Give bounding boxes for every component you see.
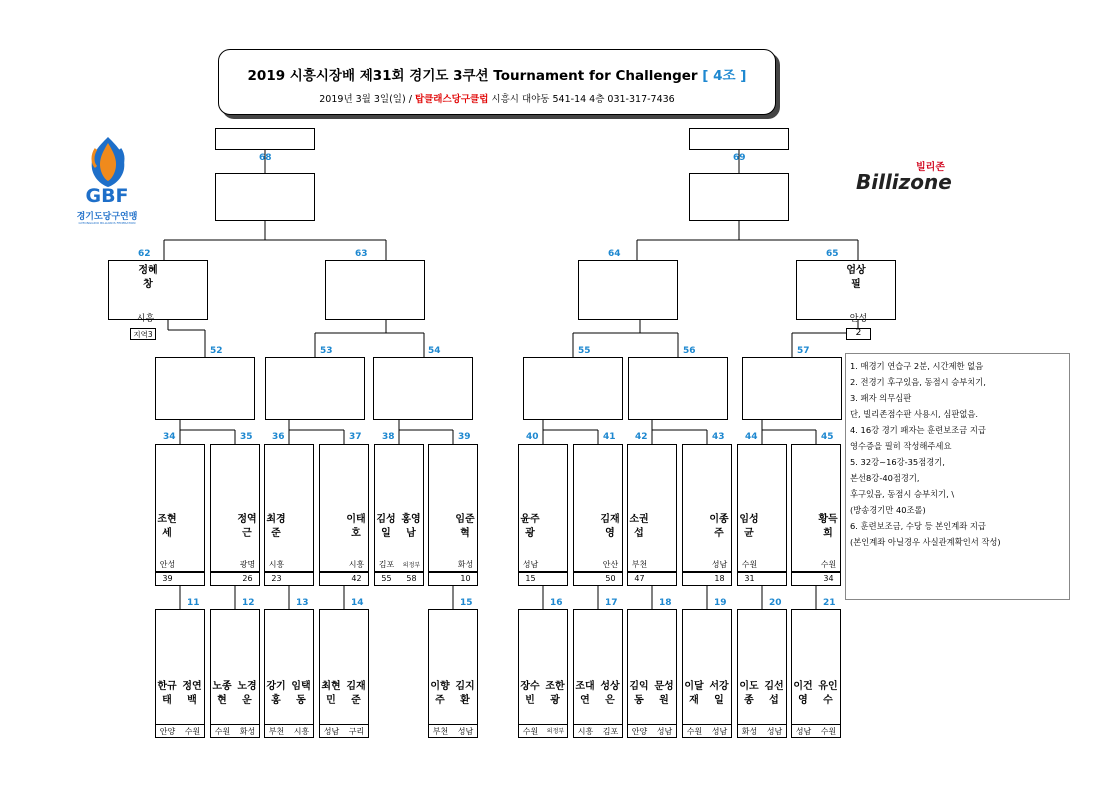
match-number: 44 bbox=[745, 432, 758, 442]
seed-number: 47 bbox=[634, 574, 645, 583]
player-region: 안성 bbox=[849, 314, 868, 324]
player-region: 화성 bbox=[741, 727, 758, 736]
rules-box bbox=[845, 353, 1070, 600]
match-box-53 bbox=[265, 357, 365, 420]
match-number: 14 bbox=[351, 598, 364, 608]
player-region: 성남 bbox=[711, 727, 728, 736]
player-name: 임택동 bbox=[291, 681, 311, 706]
player-region: 성남 bbox=[457, 727, 474, 736]
player-name: 최경준 bbox=[266, 514, 286, 539]
player-region: 시흥 bbox=[268, 560, 285, 569]
match-box-69 bbox=[689, 173, 789, 221]
match-box-41 bbox=[573, 444, 623, 572]
match-box-62 bbox=[108, 260, 208, 320]
player-name: 정혜창 bbox=[138, 265, 158, 290]
match-number: 56 bbox=[683, 346, 696, 356]
match-number: 41 bbox=[603, 432, 616, 442]
player-name: 정연백 bbox=[182, 681, 202, 706]
rule-line: 6. 훈련보조금, 수당 등 본인계좌 지급 bbox=[850, 521, 986, 531]
seed-number: 10 bbox=[460, 574, 471, 583]
rule-line: 후구있음, 동점시 승부치기, \ bbox=[850, 489, 955, 499]
match-number: 11 bbox=[187, 598, 200, 608]
match-number: 42 bbox=[635, 432, 648, 442]
rule-line: (본인계좌 아닐경우 사실관계확인서 작성) bbox=[850, 537, 1001, 547]
group-label: [ 4조 ] bbox=[702, 68, 747, 84]
player-name: 임준혁 bbox=[455, 514, 475, 539]
player-region: 의정부 bbox=[546, 728, 565, 735]
match-box-44 bbox=[737, 444, 787, 572]
match-box-45 bbox=[791, 444, 841, 572]
player-region: 의정부 bbox=[402, 562, 421, 569]
player-region: 화성 bbox=[239, 727, 256, 736]
player-region: 수원 bbox=[184, 727, 201, 736]
match-number: 68 bbox=[259, 153, 272, 163]
player-name: 김지환 bbox=[455, 681, 475, 706]
player-name: 문성원 bbox=[654, 681, 674, 706]
match-number: 39 bbox=[458, 432, 471, 442]
player-name: 조대연 bbox=[575, 681, 595, 706]
player-region: 김포 bbox=[602, 727, 619, 736]
player-region: 성남 bbox=[795, 727, 812, 736]
player-region: 김포 bbox=[378, 560, 395, 569]
match-number: 19 bbox=[714, 598, 727, 608]
venue-text: 탑클래스당구클럽 bbox=[414, 94, 489, 105]
seed-number: 39 bbox=[162, 574, 173, 583]
player-name: 서강일 bbox=[709, 681, 729, 706]
rule-line: 4. 16강 경기 패자는 훈련보조금 지급 bbox=[850, 425, 986, 435]
match-number: 37 bbox=[349, 432, 362, 442]
player-region: 수원 bbox=[820, 560, 837, 569]
match-number: 43 bbox=[712, 432, 725, 442]
player-region: 시흥 bbox=[136, 314, 155, 324]
player-region: 광명 bbox=[239, 560, 256, 569]
player-name: 김성일 bbox=[376, 514, 396, 539]
player-name: 장수빈 bbox=[520, 681, 540, 706]
match-number: 18 bbox=[659, 598, 672, 608]
match-number: 62 bbox=[138, 249, 151, 259]
player-name: 이종주 bbox=[709, 514, 729, 539]
match-number: 63 bbox=[355, 249, 368, 259]
match-box-38 bbox=[374, 444, 424, 572]
seed-number: 18 bbox=[714, 574, 725, 583]
match-box-36 bbox=[264, 444, 314, 572]
match-box-63 bbox=[325, 260, 425, 320]
match-number: 34 bbox=[163, 432, 176, 442]
seed-number: 31 bbox=[744, 574, 755, 583]
player-region: 부천 bbox=[268, 727, 285, 736]
player-name: 임성균 bbox=[739, 514, 759, 539]
match-number: 54 bbox=[428, 346, 441, 356]
date-text: 2019년 3월 3일(일) / bbox=[319, 94, 412, 105]
seed-number: 55 bbox=[381, 574, 392, 583]
match-number: 15 bbox=[460, 598, 473, 608]
rule-line: 단, 빌리존점수판 사용시, 심판없음. bbox=[850, 409, 979, 419]
match-box-40 bbox=[518, 444, 568, 572]
player-region: 성남 bbox=[766, 727, 783, 736]
match-number: 57 bbox=[797, 346, 810, 356]
player-name: 유인수 bbox=[818, 681, 838, 706]
match-box-34 bbox=[155, 444, 205, 572]
match-number: 53 bbox=[320, 346, 333, 356]
player-region: 구리 bbox=[348, 727, 365, 736]
match-number: 45 bbox=[821, 432, 834, 442]
match-number: 38 bbox=[382, 432, 395, 442]
player-region: 시흥 bbox=[348, 560, 365, 569]
rule-line: 2. 전경기 후구있음, 동점시 승부치기, bbox=[850, 377, 986, 387]
seed-number: 15 bbox=[525, 574, 536, 583]
player-name: 노경운 bbox=[237, 681, 257, 706]
player-name: 이도종 bbox=[739, 681, 759, 706]
match-number: 36 bbox=[272, 432, 285, 442]
player-region: 성남 bbox=[656, 727, 673, 736]
player-name: 노종현 bbox=[212, 681, 232, 706]
player-region: 성남 bbox=[711, 560, 728, 569]
gbf-name: 경기도당구연맹 bbox=[76, 212, 138, 222]
player-name: 이달재 bbox=[684, 681, 704, 706]
seed-number: 2 bbox=[855, 328, 862, 338]
final-box bbox=[215, 128, 315, 150]
match-box-35 bbox=[210, 444, 260, 572]
player-name: 정역근 bbox=[237, 514, 257, 539]
player-name: 김익동 bbox=[629, 681, 649, 706]
match-box-37 bbox=[319, 444, 369, 572]
player-region: 수원 bbox=[820, 727, 837, 736]
gbf-text: GBF bbox=[85, 185, 129, 207]
player-name: 윤주광 bbox=[520, 514, 540, 539]
player-region: 화성 bbox=[457, 560, 474, 569]
player-name: 강기홍 bbox=[266, 681, 286, 706]
rule-line: 3. 패자 의무심판 bbox=[850, 393, 912, 403]
match-number: 13 bbox=[296, 598, 309, 608]
player-name: 김재영 bbox=[600, 514, 620, 539]
rule-line: 본선8강-40점경기, bbox=[850, 473, 920, 483]
seed-number: 58 bbox=[406, 574, 417, 583]
match-box-42 bbox=[627, 444, 677, 572]
match-number: 21 bbox=[823, 598, 836, 608]
billizone-kr: 빌리존 bbox=[916, 162, 945, 173]
match-number: 35 bbox=[240, 432, 253, 442]
player-name: 엄상필 bbox=[846, 265, 866, 290]
player-name: 김선섭 bbox=[764, 681, 784, 706]
rule-line: 1. 매경기 연습구 2분, 시간제한 없음 bbox=[850, 361, 984, 371]
match-box-68 bbox=[215, 173, 315, 221]
player-name: 이건영 bbox=[793, 681, 813, 706]
player-name: 황득희 bbox=[818, 514, 838, 539]
match-number: 52 bbox=[210, 346, 223, 356]
seed-number: 23 bbox=[271, 574, 282, 583]
match-box-57 bbox=[742, 357, 842, 420]
player-name: 소권섭 bbox=[629, 514, 649, 539]
match-number: 69 bbox=[733, 153, 746, 163]
billizone-text: Billizone bbox=[856, 170, 952, 194]
rule-line: (방송경기만 40조롤) bbox=[850, 505, 926, 515]
match-box-52 bbox=[155, 357, 255, 420]
player-name: 홍영남 bbox=[401, 514, 421, 539]
match-number: 12 bbox=[242, 598, 255, 608]
player-name: 이태호 bbox=[346, 514, 366, 539]
player-region: 성남 bbox=[522, 560, 539, 569]
region-note: 지역3 bbox=[133, 330, 153, 339]
match-number: 40 bbox=[526, 432, 539, 442]
player-region: 수원 bbox=[214, 727, 231, 736]
title-text: 2019 시흥시장배 제31회 경기도 3쿠션 Tournament for Challenger bbox=[247, 68, 698, 84]
seed-number: 50 bbox=[605, 574, 616, 583]
rule-line: 영수증을 필히 작성해주세요 bbox=[850, 441, 952, 451]
gbf-subtext: GYEONGGIDO BILLIARDS FEDERATION bbox=[78, 221, 136, 225]
player-region: 안양 bbox=[159, 727, 176, 736]
match-box-54 bbox=[373, 357, 473, 420]
player-name: 조한광 bbox=[545, 681, 565, 706]
player-region: 성남 bbox=[323, 727, 340, 736]
player-region: 시흥 bbox=[293, 727, 310, 736]
address-text: 시흥시 대야동 541-14 4층 031-317-7436 bbox=[491, 94, 675, 105]
match-number: 20 bbox=[769, 598, 782, 608]
player-name: 이향주 bbox=[430, 681, 450, 706]
seed-number: 34 bbox=[823, 574, 834, 583]
player-name: 김재준 bbox=[346, 681, 366, 706]
player-region: 수원 bbox=[522, 727, 539, 736]
match-number: 55 bbox=[578, 346, 591, 356]
seed-number: 42 bbox=[351, 574, 362, 583]
match-box-39 bbox=[428, 444, 478, 572]
match-number: 16 bbox=[550, 598, 563, 608]
match-box-64 bbox=[578, 260, 678, 320]
player-region: 시흥 bbox=[577, 727, 594, 736]
player-region: 수원 bbox=[686, 727, 703, 736]
player-region: 안성 bbox=[159, 560, 176, 569]
match-box-56 bbox=[628, 357, 728, 420]
match-number: 65 bbox=[826, 249, 839, 259]
player-name: 조현세 bbox=[157, 514, 177, 539]
player-name: 최현민 bbox=[321, 681, 341, 706]
match-number: 64 bbox=[608, 249, 621, 259]
player-region: 부천 bbox=[631, 560, 648, 569]
player-name: 한규태 bbox=[157, 681, 177, 706]
match-number: 17 bbox=[605, 598, 618, 608]
player-region: 부천 bbox=[432, 727, 449, 736]
rule-line: 5. 32강~16강-35점경기, bbox=[850, 457, 945, 467]
seed-number: 26 bbox=[242, 574, 253, 583]
match-box-43 bbox=[682, 444, 732, 572]
player-region: 수원 bbox=[741, 560, 758, 569]
match-box-55 bbox=[523, 357, 623, 420]
final-box bbox=[689, 128, 789, 150]
player-name: 성상은 bbox=[600, 681, 620, 706]
player-region: 안양 bbox=[631, 727, 648, 736]
player-region: 안산 bbox=[602, 560, 619, 569]
